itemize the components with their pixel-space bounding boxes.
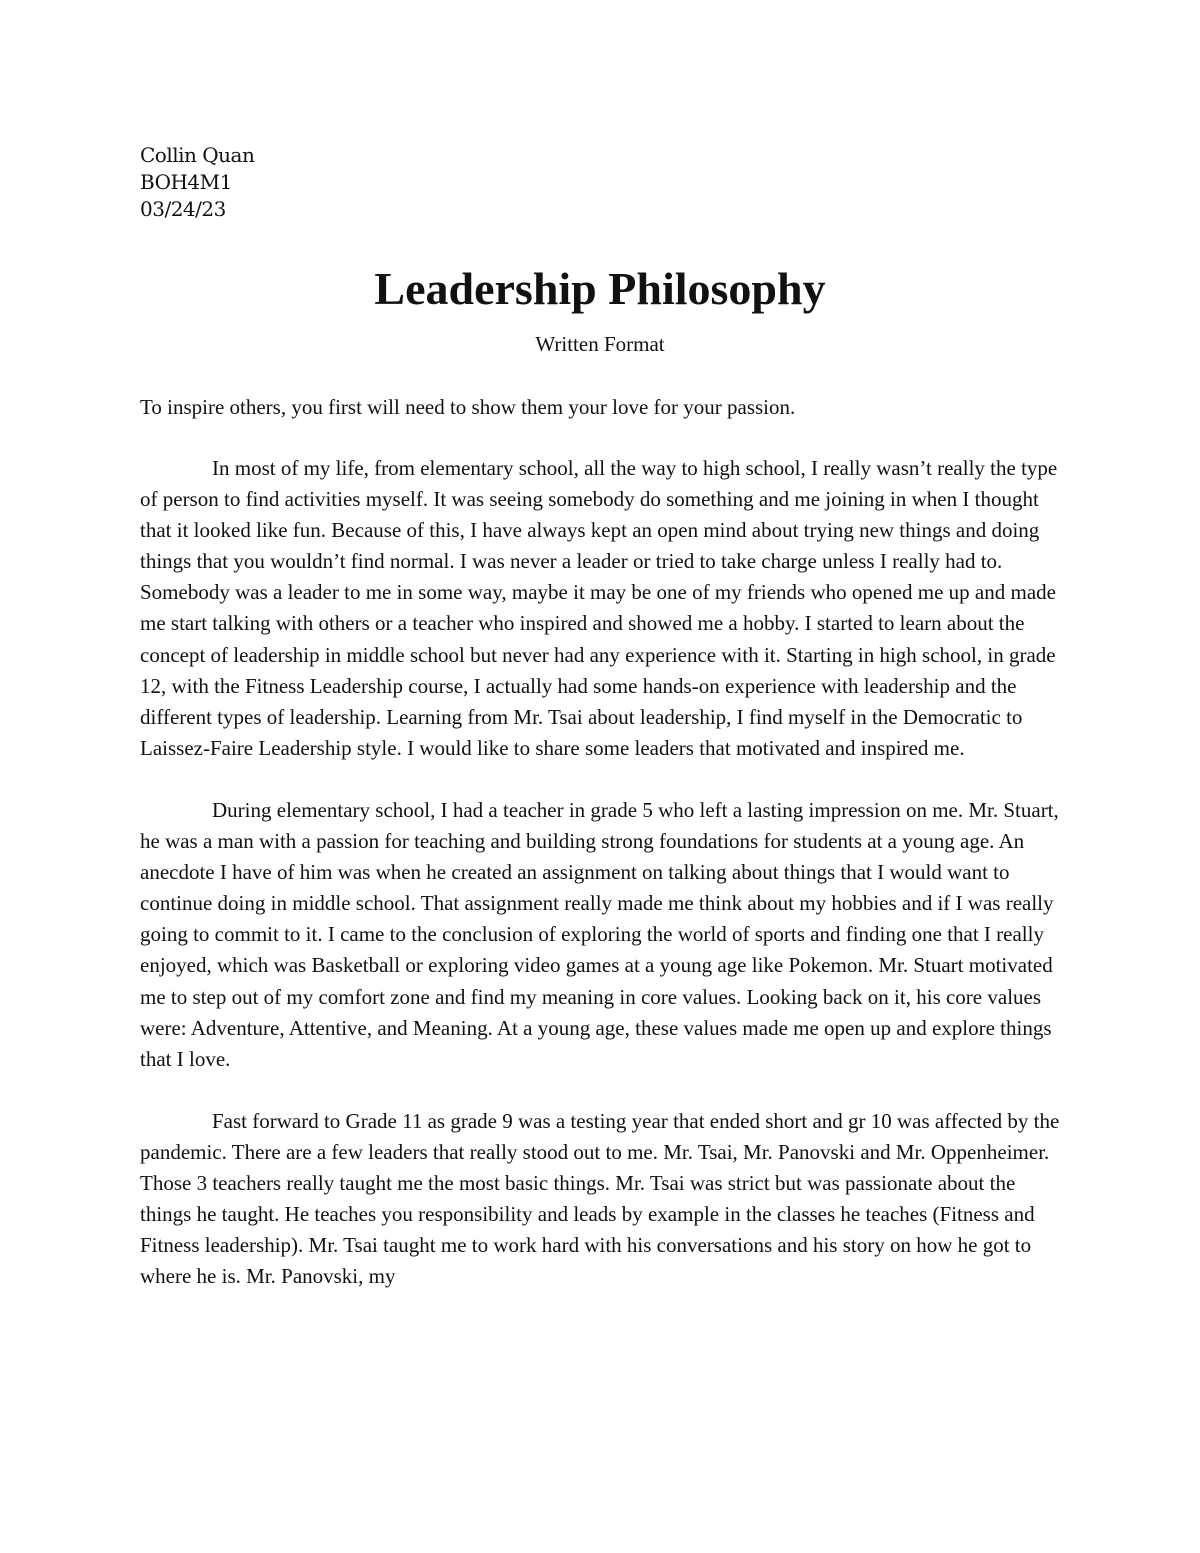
page-subtitle: Written Format (535, 332, 665, 356)
author-name: Collin Quan (140, 143, 255, 167)
course-code: BOH4M1 (140, 170, 232, 194)
essay-body (140, 453, 1070, 1323)
paragraph-3: Fast forward to Grade 11 as grade 9 was a testing year that ended short and gr 10 was affected by the pandemic. There are a few leaders that really stood out to me. Mr. Tsai, Mr. Panovski and Mr. Oppenheimer. Those 3 teachers really taught me the most basic things. Mr. Tsai was strict but was passionate about the things he taught. He teaches you responsibility and leads by example in the classes he teaches (Fitness and Fitness leadership). Mr. Tsai taught me to work hard with his conversations and his story on how he got to where he is. Mr. Panovski, my (140, 1108, 1060, 1289)
author-header (140, 142, 254, 223)
page-title: Leadership Philosophy (374, 263, 826, 314)
opening-quote: To inspire others, you first will need to show them your love for your passion. (140, 395, 796, 419)
paragraph-2: During elementary school, I had a teacher in grade 5 who left a lasting impression on me. Mr. Stuart, he was a man with a passion for teaching and building strong foundations for students at a young age. An anecdote I have of him was when he created an assignment on talking about things that I would want to continue doing in middle school. That assignment really made me think about my hobbies and if I was really going to commit to it. I came to the conclusion of exploring the world of sports and finding one that I really enjoyed, which was Basketball or exploring video games at a young age like Pokemon. Mr. Stuart motivated me to step out of my comfort zone and find my meaning in core values. Looking back on it, his core values were: Adventure, Attentive, and Meaning. At a young age, these values made me open up and explore things that I love. (140, 797, 1059, 1071)
document-date: 03/24/23 (140, 197, 226, 221)
paragraph-1: In most of my life, from elementary school, all the way to high school, I really wasn’t really the type of person to find activities myself. It was seeing somebody do something and me joining in when I thought that it looked like fun. Because of this, I have always kept an open mind about trying new things and doing things that you wouldn’t find normal. I was never a leader or tried to take charge unless I really had to. Somebody was a leader to me in some way, maybe it may be one of my friends who opened me up and made me start talking with others or a teacher who inspired and showed me a hobby. I started to learn about the concept of leadership in middle school but never had any experience with it. Starting in high school, in grade 12, with the Fitness Leadership course, I actually had some hands-on experience with leadership and the different types of leadership. Learning from Mr. Tsai about leadership, I find myself in the Democratic to Laissez-Faire Leadership style. I would like to share some leaders that motivated and inspired me. (140, 456, 1058, 760)
